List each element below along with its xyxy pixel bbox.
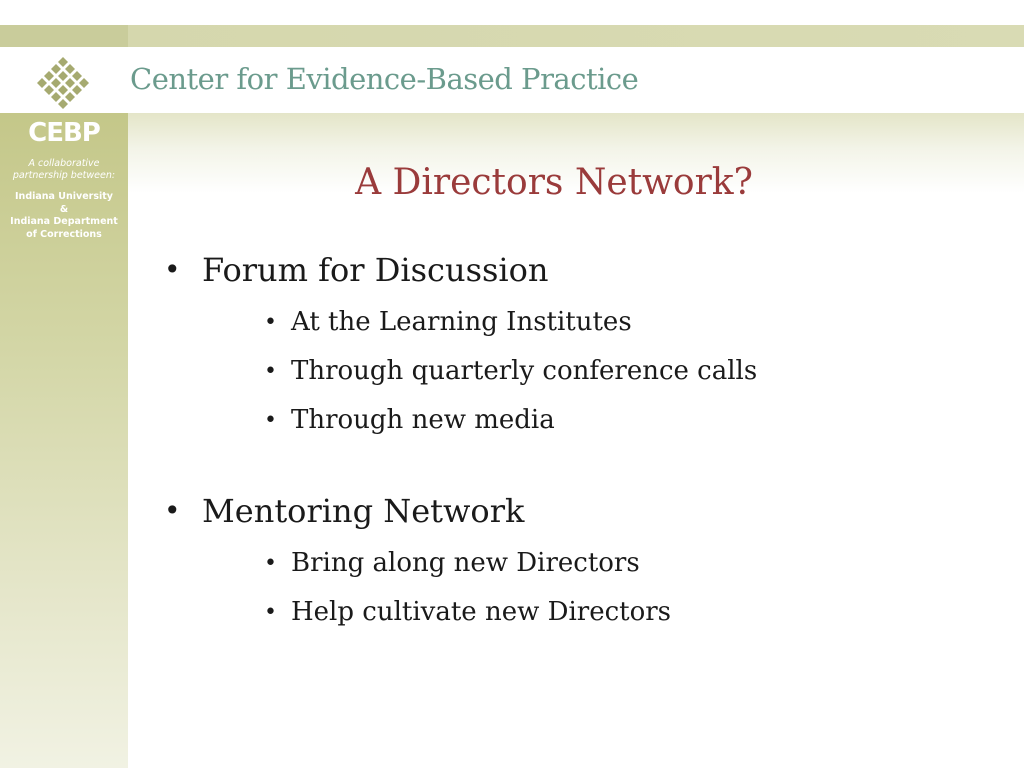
sub-bullet-list	[160, 298, 757, 445]
bullet-item	[160, 487, 757, 535]
sub-bullet-text: Through quarterly conference calls	[291, 356, 758, 386]
sub-bullet-item	[160, 347, 757, 396]
sidebar-partners	[0, 191, 128, 241]
sidebar-acronym: CEBP	[28, 118, 100, 148]
slide-title: A Directors Network?	[355, 162, 753, 203]
diamond-lattice-logo-icon	[30, 55, 96, 109]
sub-bullet-item	[160, 539, 757, 588]
bullet-dot-icon: •	[164, 494, 181, 527]
sub-list-wrapper	[160, 539, 757, 637]
sub-bullet-dot-icon: •	[264, 408, 277, 433]
org-name: Center for Evidence-Based Practice	[130, 62, 639, 96]
partner-line: Indiana University	[15, 191, 113, 202]
top-strip	[0, 0, 1024, 25]
top-band	[0, 25, 1024, 47]
collab-line-1: A collaborative	[28, 158, 100, 169]
sub-bullet-text: Help cultivate new Directors	[291, 597, 672, 627]
bullet-list	[160, 246, 757, 637]
sub-bullet-dot-icon: •	[264, 359, 277, 384]
partner-line: of Corrections	[26, 228, 102, 240]
collab-line-2: partnership between:	[12, 170, 116, 181]
sub-bullet-item	[160, 396, 757, 445]
sub-bullet-item	[160, 588, 757, 637]
sub-bullet-item	[160, 298, 757, 347]
sub-bullet-list	[160, 539, 757, 637]
sub-bullet-dot-icon: •	[264, 551, 277, 576]
partner-line: Indiana Department	[10, 216, 118, 227]
bullet-text: Mentoring Network	[202, 492, 525, 530]
sidebar-collab-text	[0, 158, 128, 182]
sub-bullet-text: At the Learning Institutes	[291, 307, 632, 337]
sub-list-wrapper	[160, 298, 757, 445]
bullet-item	[160, 246, 757, 294]
sub-bullet-text: Bring along new Directors	[291, 548, 640, 578]
bullet-group-gap	[160, 445, 757, 487]
sub-bullet-dot-icon: •	[264, 310, 277, 335]
sub-bullet-text: Through new media	[291, 405, 555, 435]
bullet-dot-icon: •	[164, 253, 181, 286]
partner-line: &	[59, 203, 69, 215]
bullet-text: Forum for Discussion	[202, 251, 549, 289]
sub-bullet-dot-icon: •	[264, 600, 277, 625]
sidebar	[0, 47, 128, 768]
